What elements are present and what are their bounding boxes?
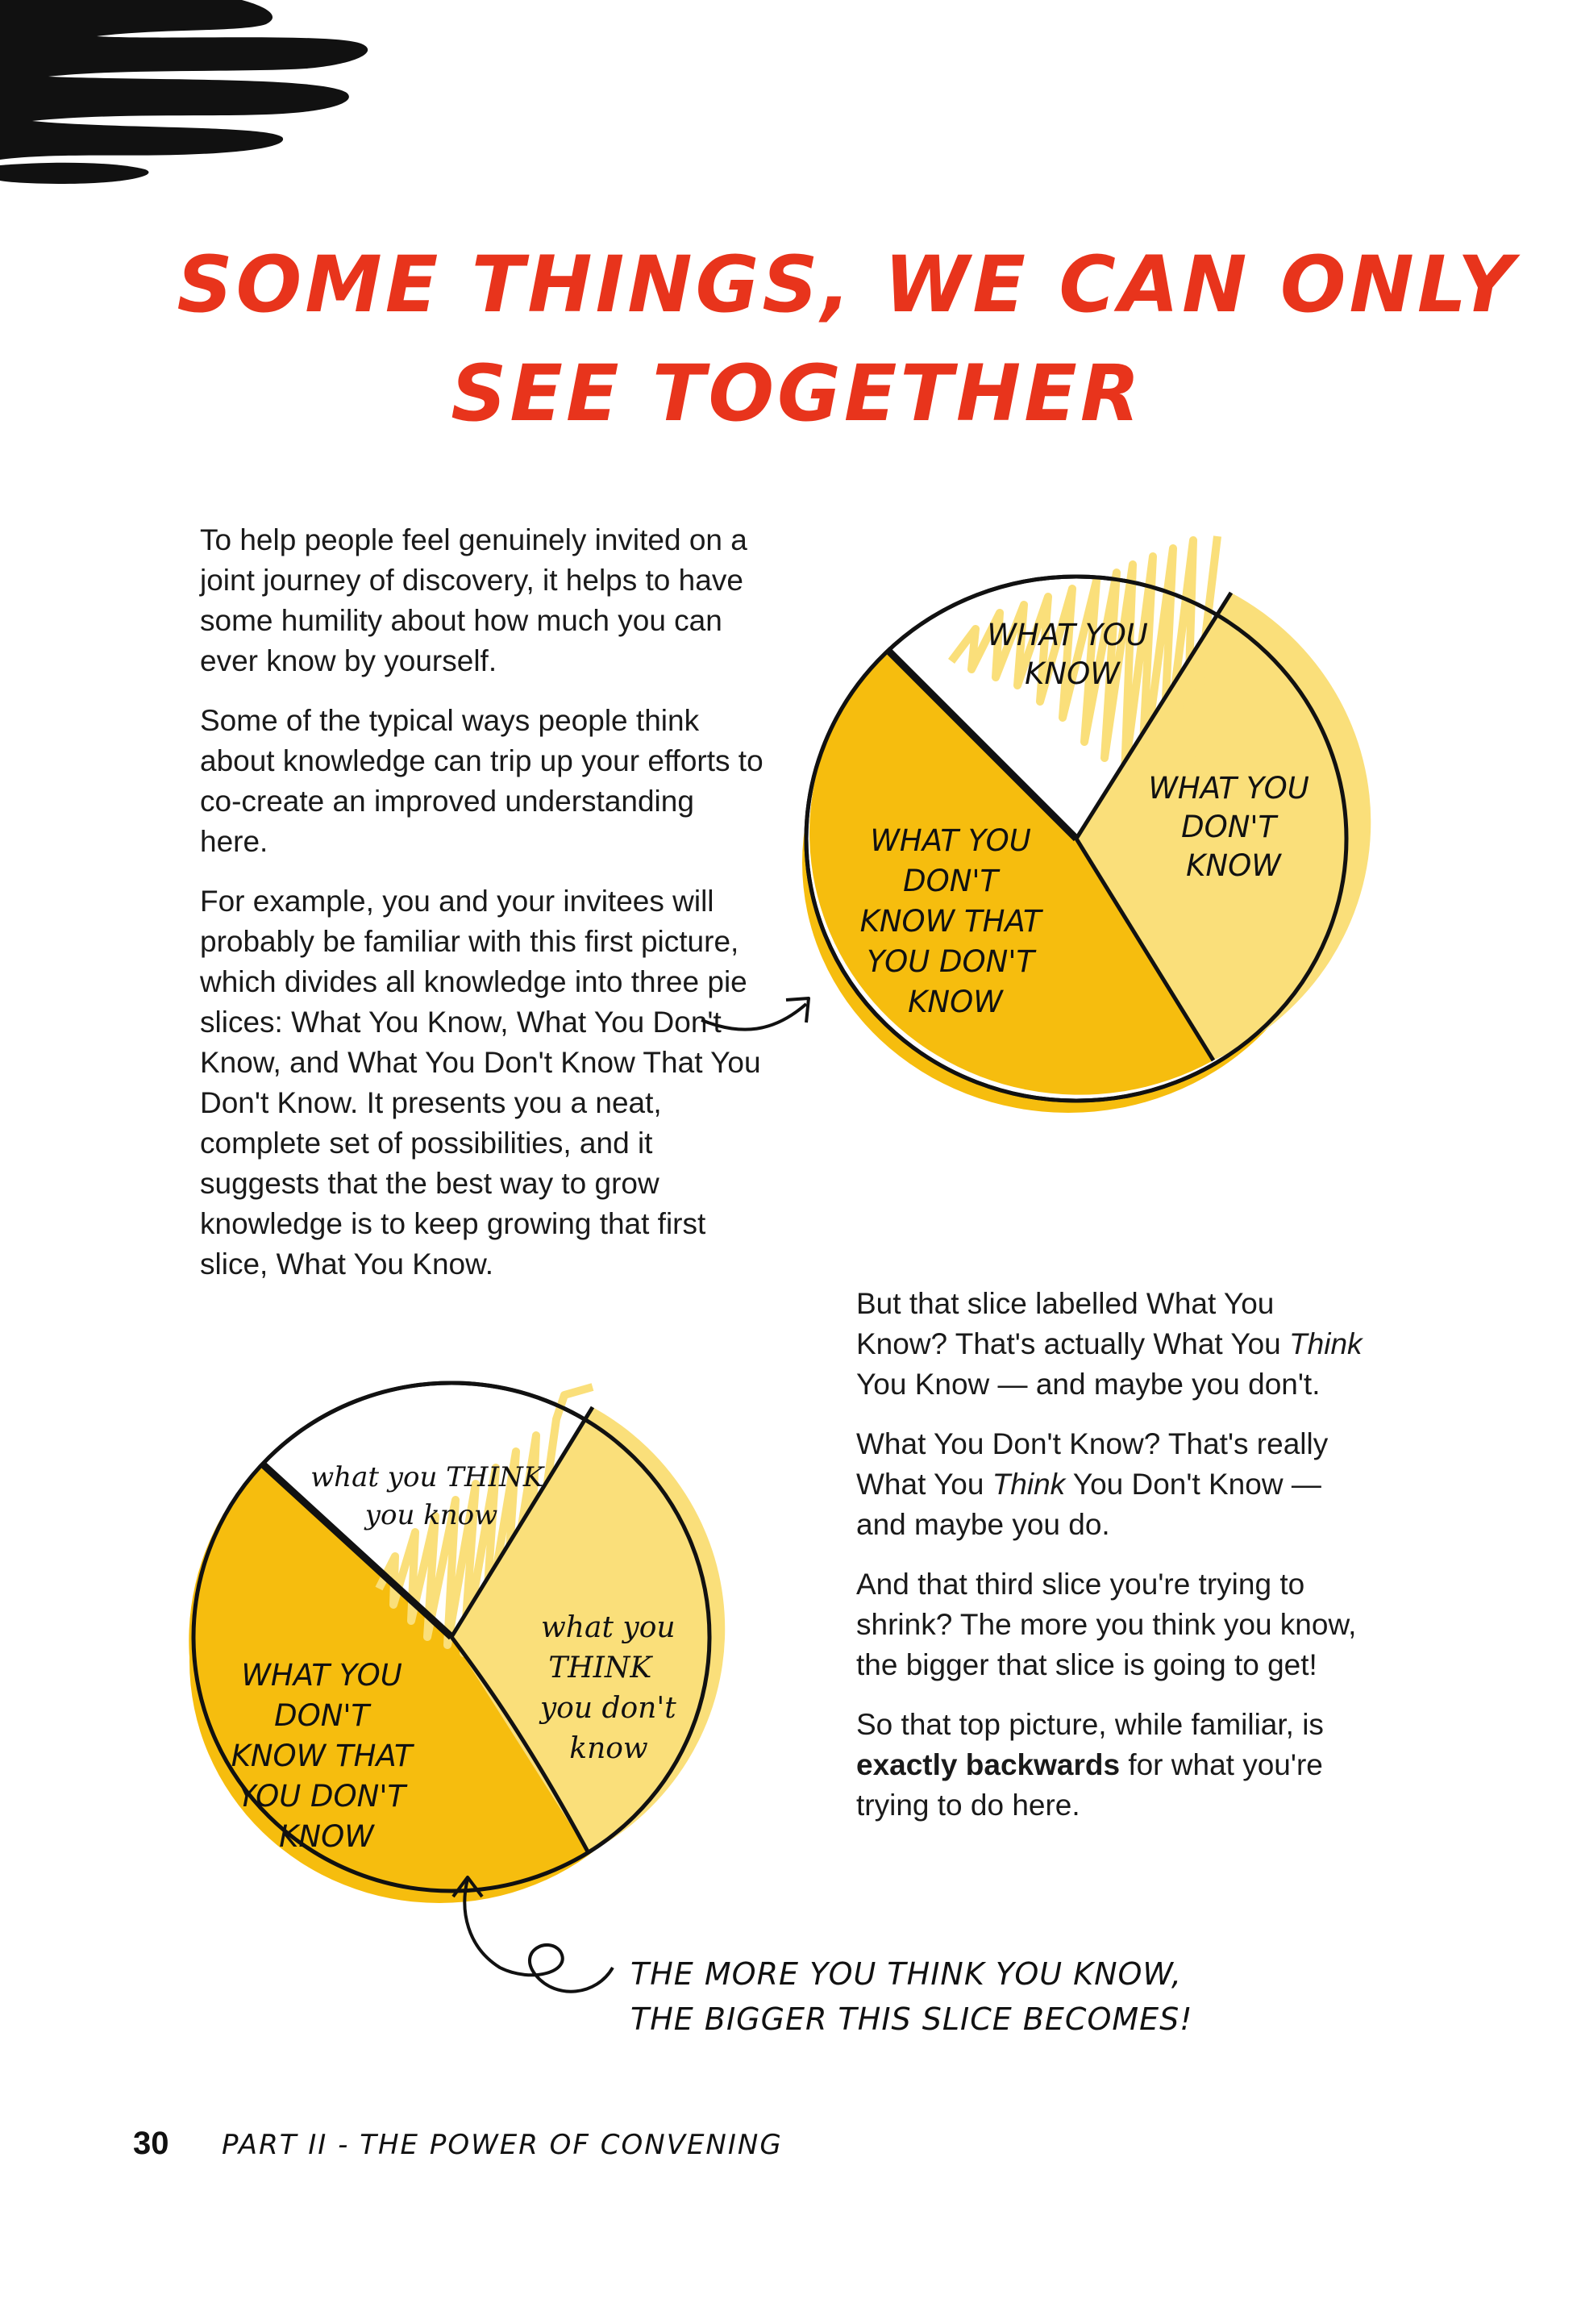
pie-top-label-dont-know: WHAT YOU DON'T KNOW	[1148, 771, 1309, 883]
page-title-line-2: SEE TOGETHER	[451, 348, 1143, 439]
paragraph-6: And that third slice you're trying to shrink? The more you think you know, the bigger that slice is going to get!	[856, 1568, 1357, 1681]
footer-section-title: PART II - THE POWER OF CONVENING	[222, 2129, 783, 2161]
callout-line-1: THE MORE YOU THINK YOU KNOW,	[630, 1956, 1182, 1992]
pie-bottom-label-unknown-unknowns: WHAT YOU DON'T KNOW THAT YOU DON'T KNOW	[231, 1658, 413, 1854]
page-number: 30	[133, 2126, 169, 2161]
paragraph-2: Some of the typical ways people think about knowledge can trip up your efforts to co-create an improved understanding here.	[200, 704, 763, 858]
pie-top-label-know: WHAT YOU KNOW	[987, 618, 1148, 691]
paragraph-4: But that slice labelled What You Know? That's actually What You Think You Know — and maybe you don't.	[856, 1287, 1363, 1401]
paragraph-5: What You Don't Know? That's really What You Think You Don't Know — and maybe you do.	[856, 1427, 1329, 1541]
pie-top	[802, 536, 1371, 1113]
pie-bottom-label-think-know: what you THINK you know	[310, 1461, 544, 1531]
callout-line-2: THE BIGGER THIS SLICE BECOMES!	[630, 2001, 1193, 2037]
callout-note	[630, 1951, 1193, 2042]
arrow-to-top-pie	[701, 998, 809, 1030]
pie-top-label-unknown-unknowns: WHAT YOU DON'T KNOW THAT YOU DON'T KNOW	[859, 823, 1042, 1019]
paragraph-7: So that top picture, while familiar, is exactly backwards for what you're trying to do here.	[856, 1708, 1324, 1822]
pie-bottom-label-think-dont-know: what you THINK you don't know	[539, 1611, 676, 1765]
paragraph-3: For example, you and your invitees will probably be familiar with this first picture, which divides all knowledge into three pie slices: What You Know, What You Don't Know, and What You Don't Know That You Don't Know. It presents you a neat, complete set of possibilities, and it suggests that the best way to grow knowledge is to keep growing that first slice, What You Know.	[200, 885, 761, 1281]
paragraph-1: To help people feel genuinely invited on a joint journey of discovery, it helps to have some humility about how much you can ever know by yourself.	[200, 523, 747, 677]
page-title-line-1: SOME THINGS, WE CAN ONLY	[177, 239, 1517, 330]
pie-bottom	[189, 1383, 725, 1903]
